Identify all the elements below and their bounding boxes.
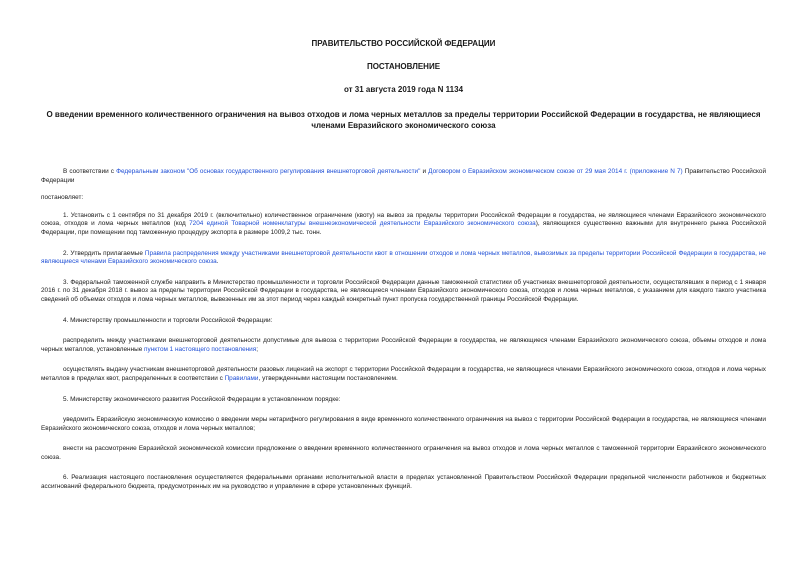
paragraph-2: [41, 250, 766, 267]
p2-text-1: 2. Утвердить прилагаемые: [63, 249, 145, 257]
paragraph-4b: [41, 366, 766, 383]
paragraph-6: 6. Реализация настоящего постановления осуществляется федеральными органами исполнительной власти в пределах установленной Правительством Российской Федерации предельной численности работников и бюджетных ассигнований федерального бюджета, предусмотренных им на руководство и управление в сфере установленных функций.: [41, 474, 766, 491]
preamble-text-1: В соответствии с: [63, 168, 117, 175]
quota-rules-link[interactable]: Правила распределения между участниками внешнеторговой деятельности квот в отношении отходов и лома черных металлов, вывозимых за пределы территории Российской Федерации в государства, не являющиеся членами Евразийского экономического союза: [41, 249, 766, 266]
p4a-text-1: распределить между участниками внешнеторговой деятельности допустимые для вывоза с территории Российской Федерации в государства, не являющиеся членами Евразийского экономического союза, объемы отходов и лома черных металлов, установленные: [41, 337, 766, 353]
point-1-link[interactable]: пунктом 1 настоящего постановления: [144, 345, 257, 353]
p4a-text-2: ;: [256, 345, 258, 353]
p4b-text-2: , утвержденными настоящим постановлением.: [258, 374, 398, 382]
document-type: ПОСТАНОВЛЕНИЕ: [366, 62, 441, 71]
code-7204-link[interactable]: 7204: [189, 220, 204, 228]
paragraph-5: 5. Министерству экономического развития Российской Федерации в установленном порядке:: [63, 395, 341, 403]
p1-text-3: ), являющихся существенно важными для внутреннего рынка Российской Федерации, при помещении под таможенную процедуру экспорта в размере 1009,2 тыс. тонн.: [41, 220, 767, 236]
tnved-link[interactable]: единой Товарной номенклатуры внешнеэкономической деятельности Евразийского экономического союза: [206, 220, 536, 228]
p4b-text-1: осуществлять выдачу участникам внешнеторговой деятельности разовых лицензий на экспорт с территории Российской Федерации в государства, не являющиеся членами Евразийского экономического союза, отходов и лома черных металлов в пределах квот, распределенных в соответствии с: [41, 366, 766, 382]
eaeu-treaty-link[interactable]: Договором о Евразийском экономическом союзе от 29 мая 2014 г. (приложение N 7): [428, 168, 683, 175]
paragraph-1: [41, 212, 766, 238]
paragraph-5a: уведомить Евразийскую экономическую комиссию о введении меры нетарифного регулирования в виде временного количественного ограничения на вывоз с территории Российской Федерации в государства, не являющиеся членами Евразийского экономического союза, отходов и лома черных металлов;: [41, 416, 766, 432]
document-date-number: от 31 августа 2019 года N 1134: [343, 85, 464, 94]
p1-text-1: 1. Установить с 1 сентября по 31 декабря 2019 г. (включительно) количественное ограничение (квоту) на вывоз за пределы территории Российской Федерации в государства, не являющиеся членами Евразийского экономического союза, отходов и лома черных металлов (код: [41, 211, 766, 228]
government-header: ПРАВИТЕЛЬСТВО РОССИЙСКОЙ ФЕДЕРАЦИИ: [311, 39, 496, 48]
federal-law-link[interactable]: Федеральным законом "Об основах государственного регулирования внешнеторговой деятельности": [116, 168, 421, 175]
paragraph-4a: [41, 337, 766, 354]
preamble-text-2: и: [420, 168, 429, 175]
p2-text-2: .: [216, 258, 219, 266]
paragraph-4: 4. Министерству промышленности и торговли Российской Федерации:: [63, 316, 273, 324]
document-title: О введении временного количественного ограничения на вывоз отходов и лома черных металлов за пределы территории Российской Федерации в государства, не являющиеся членами Евразийского экономического союза: [46, 110, 761, 130]
preamble-text-3: Правительство Российской Федерации: [41, 168, 767, 184]
paragraph-3: 3. Федеральной таможенной службе направить в Министерство промышленности и торговли Российской Федерации данные таможенной статистики об участниках внешнеторговой деятельности, осуществлявших в период с 1 января 2016 г. по 31 декабря 2018 г. вывоз за пределы территории Российской Федерации в государства, не являющиеся членами Евразийского экономического союза, отходов и лома черных металлов, с указанием для каждого такого участника сведений об объемах отходов и лома черных металлов, вывезенных им за этот период через каждый конкретный пункт пропуска государственной границы Российской Федерации.: [41, 278, 766, 303]
preamble-paragraph: [41, 168, 766, 185]
paragraph-5b: внести на рассмотрение Евразийской экономической комиссии предложение о введении временного количественного ограничения на вывоз отходов и лома черных металлов с таможенной территории Евразийского экономического союза.: [41, 445, 766, 461]
rules-link[interactable]: Правилами: [224, 374, 259, 382]
document-body: [41, 168, 766, 492]
resolves-paragraph: постановляет:: [41, 194, 84, 202]
